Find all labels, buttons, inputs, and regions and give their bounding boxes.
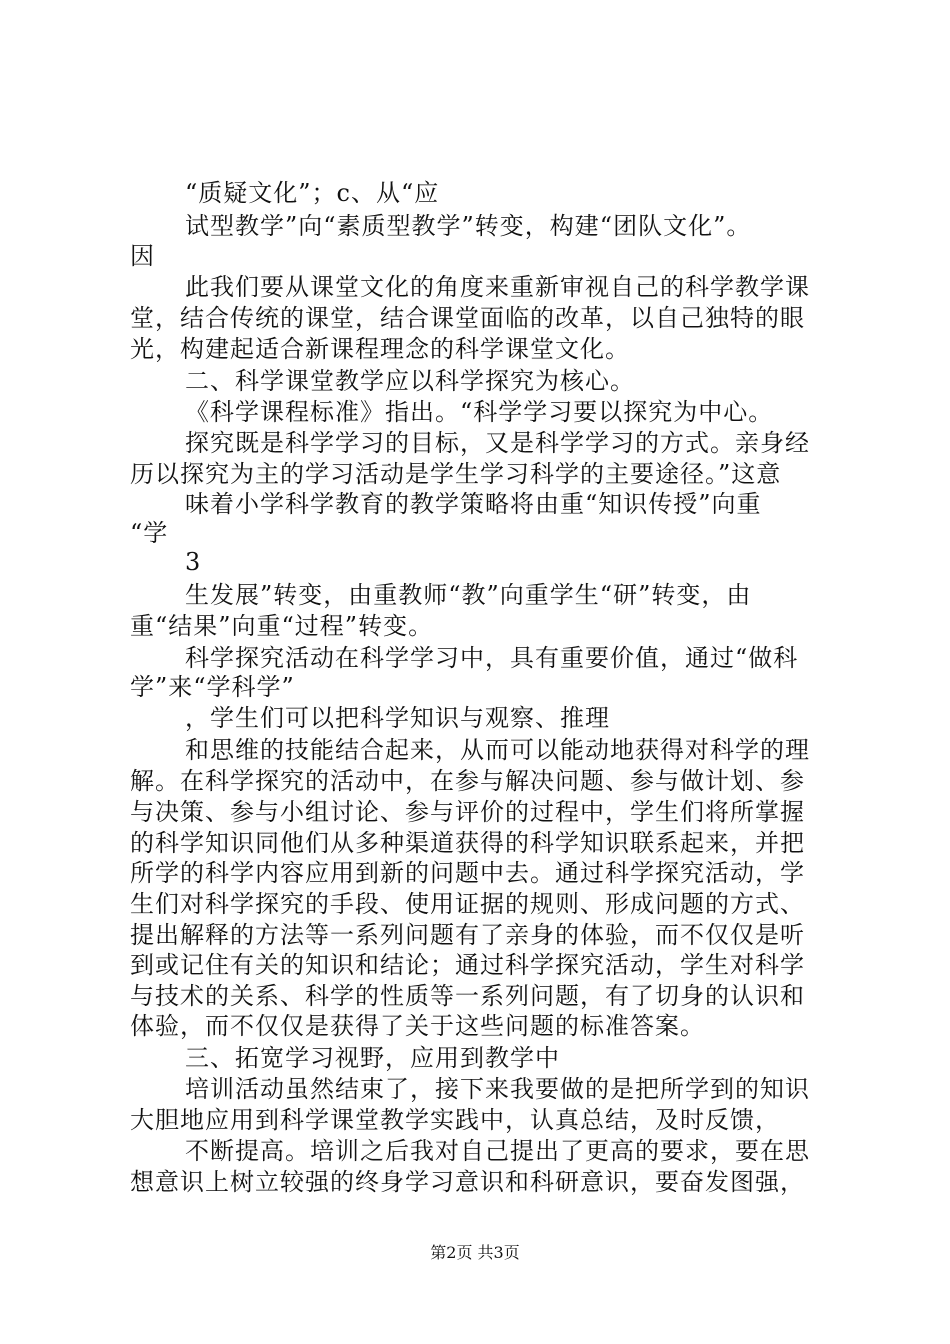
text-line: 大胆地应用到科学课堂教学实践中，认真总结，及时反馈， xyxy=(130,1106,780,1134)
text-line: 提出解释的方法等一系列问题有了亲身的体验，而不仅仅是听 xyxy=(130,921,805,949)
text-line: 解。在科学探究的活动中，在参与解决问题、参与做计划、参 xyxy=(130,767,805,795)
text-line: 堂，结合传统的课堂，结合课堂面临的改革，以自己独特的眼 xyxy=(130,304,805,332)
text-line: 试型教学”向“素质型教学”转变，构建“团队文化”。 xyxy=(185,212,752,240)
section-heading: 三、拓宽学习视野，应用到教学中 xyxy=(185,1044,560,1072)
text-line: 此我们要从课堂文化的角度来重新审视自己的科学教学课 xyxy=(185,273,810,301)
text-line: 想意识上树立较强的终身学习意识和科研意识，要奋发图强， xyxy=(130,1168,805,1196)
text-line: 科学探究活动在科学学习中，具有重要价值，通过“做科 xyxy=(185,644,799,672)
text-line: 和思维的技能结合起来，从而可以能动地获得对科学的理 xyxy=(185,736,810,764)
text-line: 不断提高。培训之后我对自己提出了更高的要求，要在思 xyxy=(185,1137,810,1165)
text-line: 培训活动虽然结束了，接下来我要做的是把所学到的知识 xyxy=(185,1075,810,1103)
section-heading: 二、科学课堂教学应以科学探究为核心。 xyxy=(185,367,635,395)
text-line: 学”来“学科学” xyxy=(130,673,295,701)
text-line: 重“结果”向重“过程”转变。 xyxy=(130,612,434,640)
text-line: 光，构建起适合新课程理念的科学课堂文化。 xyxy=(130,335,630,363)
text-line: “学 xyxy=(130,519,169,547)
text-line: 《科学课程标准》指出。“科学学习要以探究为中心。 xyxy=(185,398,774,426)
text-line: 所学的科学内容应用到新的问题中去。通过科学探究活动，学 xyxy=(130,859,805,887)
text-line: 到或记住有关的知识和结论；通过科学探究活动，学生对科学 xyxy=(130,951,805,979)
text-line: 的科学知识同他们从多种渠道获得的科学知识联系起来，并把 xyxy=(130,829,805,857)
text-line: 探究既是科学学习的目标，又是科学学习的方式。亲身经 xyxy=(185,429,810,457)
text-line: 生们对科学探究的手段、使用证据的规则、形成问题的方式、 xyxy=(130,890,805,918)
text-line: 3 xyxy=(185,548,202,576)
text-line: 与决策、参与小组讨论、参与评价的过程中，学生们将所掌握 xyxy=(130,798,805,826)
text-line: 生发展”转变，由重教师“教”向重学生“研”转变，由 xyxy=(185,581,752,609)
page-number-footer: 第2页 共3页 xyxy=(430,1243,520,1262)
text-line: 因 xyxy=(130,242,155,270)
text-line: 历以探究为主的学习活动是学生学习科学的主要途径。”这意 xyxy=(130,460,782,488)
text-line: “质疑文化”；c、从“应 xyxy=(185,179,440,207)
text-line: 与技术的关系、科学的性质等一系列问题，有了切身的认识和 xyxy=(130,982,805,1010)
text-line: 体验，而不仅仅是获得了关于这些问题的标准答案。 xyxy=(130,1012,705,1040)
text-line: ，学生们可以把科学知识与观察、推理 xyxy=(185,704,610,732)
text-line: 味着小学科学教育的教学策略将由重“知识传授”向重 xyxy=(185,490,762,518)
